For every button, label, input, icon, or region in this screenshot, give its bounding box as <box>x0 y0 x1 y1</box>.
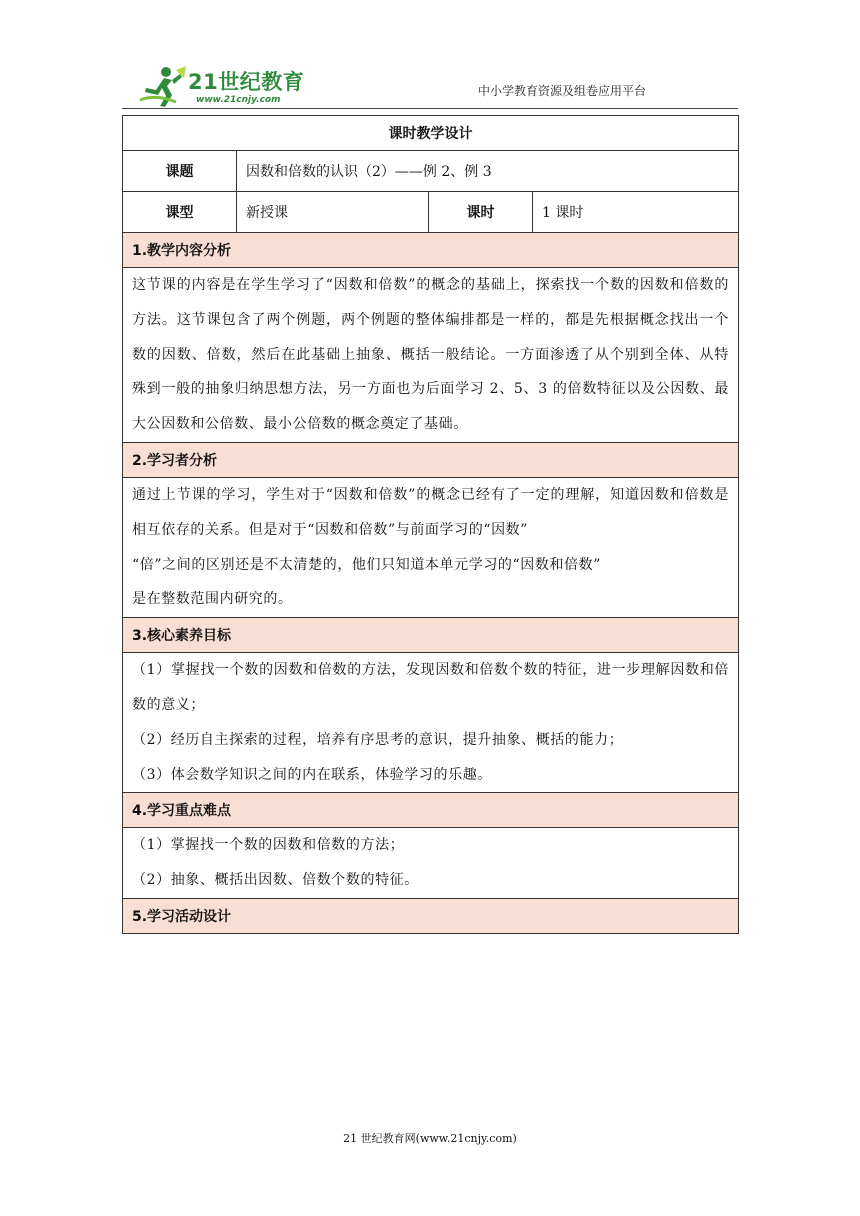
table-title: 课时教学设计 <box>123 116 739 151</box>
list-item: （1）掌握找一个数的因数和倍数的方法，发现因数和倍数个数的特征，进一步理解因数和倍数的意义； <box>132 662 729 713</box>
topic-label: 课题 <box>123 151 237 192</box>
section-text: 通过上节课的学习，学生对于“因数和倍数”的概念已经有了一定的理解，知道因数和倍数是相互依存的关系。但是对于“因数和倍数”与前面学习的“因数” <box>132 486 729 538</box>
header-tagline: 中小学教育资源及组卷应用平台 <box>477 84 646 98</box>
section-heading-learner-analysis: 2.学习者分析 <box>123 442 739 477</box>
section-body-content-analysis <box>123 268 739 443</box>
page-header <box>122 58 738 110</box>
lesson-type-label: 课型 <box>123 192 237 233</box>
section-body-core-goals <box>123 653 739 793</box>
section-text: 是在整数范围内研究的。 <box>132 591 293 608</box>
topic-value: 因数和倍数的认识（2）——例 2、例 3 <box>237 151 739 192</box>
logo-text: 21世纪教育 <box>188 70 305 94</box>
class-hours-label: 课时 <box>429 192 533 233</box>
list-item: （2）经历自主探索的过程，培养有序思考的意识，提升抽象、概括的能力； <box>132 731 624 748</box>
site-logo[interactable] <box>136 64 306 108</box>
list-item: （3）体会数学知识之间的内在联系，体验学习的乐趣。 <box>132 766 492 783</box>
section-heading-activity-design: 5.学习活动设计 <box>123 898 739 933</box>
section-body-key-difficulties <box>123 828 739 899</box>
runner-logo-icon <box>136 64 188 108</box>
lesson-design-table <box>122 115 739 934</box>
section-heading-core-goals: 3.核心素养目标 <box>123 618 739 653</box>
logo-url: www.21cnjy.com <box>196 95 281 105</box>
list-item: （1）掌握找一个数的因数和倍数的方法； <box>132 837 405 854</box>
class-hours-value: 1 课时 <box>533 192 739 233</box>
section-heading-content-analysis: 1.教学内容分析 <box>123 233 739 268</box>
header-divider <box>122 108 738 109</box>
section-text: “倍”之间的区别还是不太清楚的，他们只知道本单元学习的“因数和倍数” <box>132 556 602 573</box>
page-footer: 21 世纪教育网(www.21cnjy.com) <box>343 1132 517 1145</box>
section-text: 这节课的内容是在学生学习了“因数和倍数”的概念的基础上，探索找一个数的因数和倍数的方法。这节课包含了两个例题，两个例题的整体编排都是一样的，都是先根据概念找出一个数的因数、倍数，然后在此基础上抽象、概括一般结论。一方面渗透了从个别到全体、从特殊到一般的抽象归纳思想方法，另一方面也为后面学习 2、5、3 的倍数特征以及公因数、最大公因数和公倍数、最小公倍数的概念奠定了基础。 <box>132 277 729 433</box>
list-item: （2）抽象、概括出因数、倍数个数的特征。 <box>132 872 419 889</box>
section-heading-key-difficulties: 4.学习重点难点 <box>123 793 739 828</box>
lesson-type-value: 新授课 <box>237 192 429 233</box>
section-body-learner-analysis <box>123 477 739 617</box>
